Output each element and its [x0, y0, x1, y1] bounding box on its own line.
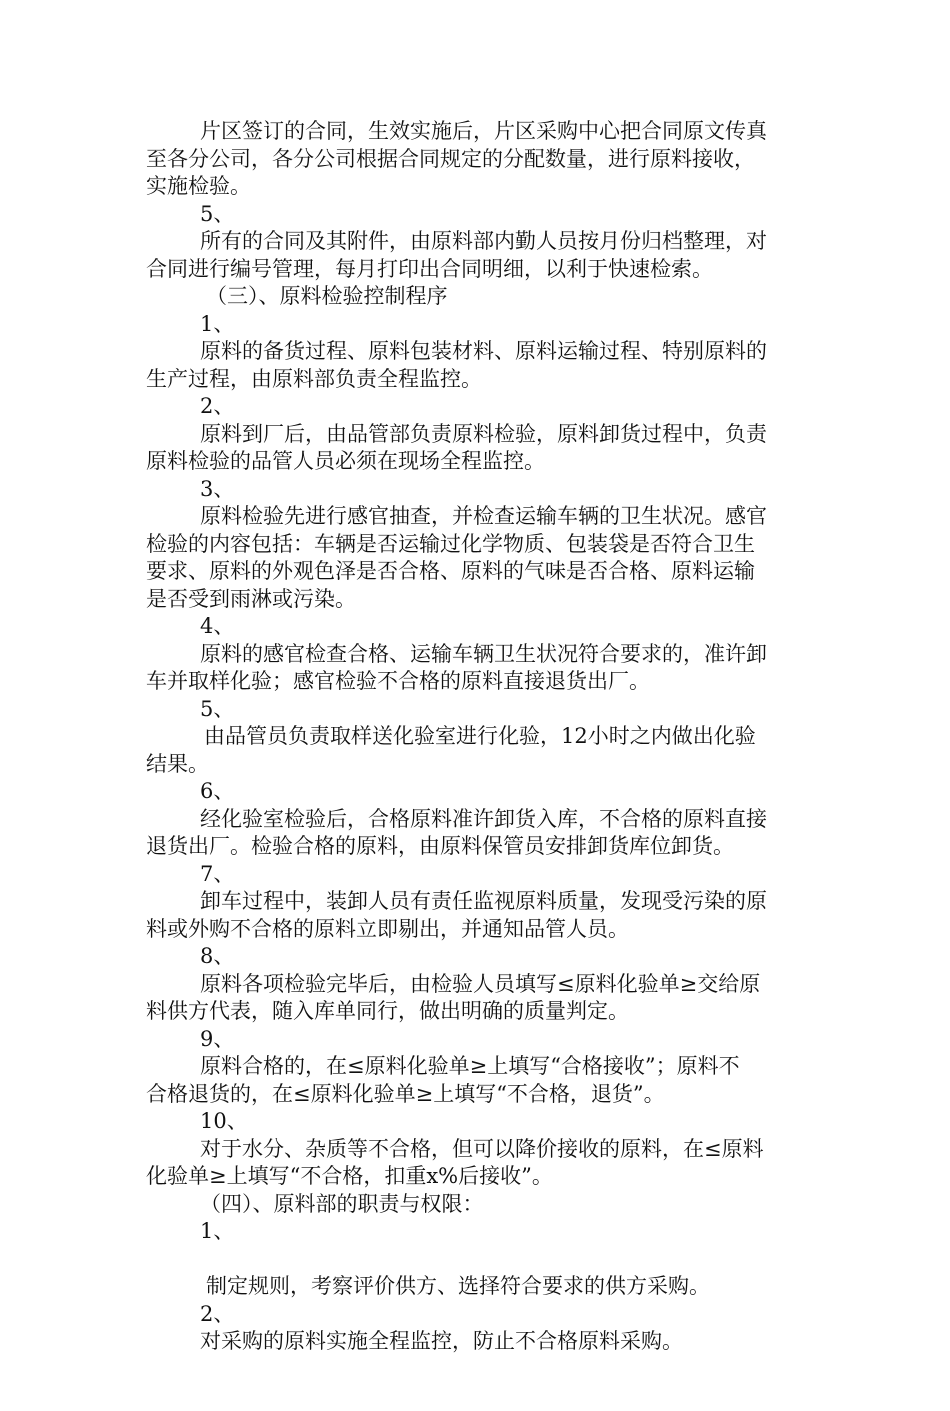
item-number: 3、 [200, 476, 235, 501]
text-line: 对于水分、杂质等不合格，但可以降价接收的原料，在≤原料 [200, 1136, 764, 1161]
text-line [146, 1246, 810, 1274]
text-line: 原料的感官检查合格、运输车辆卫生状况符合要求的，准许卸 [200, 641, 767, 666]
text-line: 对采购的原料实施全程监控，防止不合格原料采购。 [200, 1329, 683, 1353]
item-number: 8、 [200, 944, 235, 968]
paragraph-archive [146, 228, 810, 283]
text-line: 1、 [200, 1219, 235, 1243]
paragraph-item [146, 421, 810, 476]
text-line: 退货出厂。检验合格的原料，由原料保管员安排卸货库位卸货。 [146, 834, 734, 858]
text-line: 所有的合同及其附件，由原料部内勤人员按月份归档整理，对 [200, 229, 767, 253]
text-line: 由品管员负责取样送化验室进行化验，12小时之内做出化验 [204, 724, 756, 748]
paragraph-item [146, 971, 810, 1026]
paragraph-item [146, 641, 810, 696]
item-number: 5、 [200, 696, 235, 721]
paragraph-item [146, 888, 810, 943]
text-line: 原料的备货过程、原料包装材料、原料运输过程、特别原料的 [200, 339, 767, 363]
paragraph-item [146, 1136, 810, 1191]
text-line: 经化验室检验后，合格原料准许卸货入库，不合格的原料直接 [200, 806, 767, 831]
item-number: 4、 [200, 614, 235, 638]
text-line: 生产过程，由原料部负责全程监控。 [146, 366, 482, 391]
text-line: 片区签订的合同，生效实施后，片区采购中心把合同原文传真 [200, 119, 767, 143]
text-line: 至各分公司，各分公司根据合同规定的分配数量，进行原料接收， [146, 146, 755, 171]
item-number: 10、 [200, 1109, 248, 1133]
text-line: 化验单≥上填写“不合格，扣重x%后接收”。 [146, 1164, 553, 1188]
text-line: 卸车过程中，装卸人员有责任监视原料质量，发现受污染的原 [200, 889, 767, 913]
item-number [146, 1356, 810, 1384]
text-line: 结果。 [146, 751, 209, 776]
paragraph-item [146, 503, 810, 613]
item-number: 6、 [200, 779, 235, 803]
item-number: 9、 [200, 1026, 235, 1051]
text-line: 原料检验先进行感官抽查，并检查运输车辆的卫生状况。感官 [200, 504, 767, 528]
text-line: 原料检验的品管人员必须在现场全程监控。 [146, 449, 545, 473]
paragraph-item [146, 1053, 810, 1108]
item-number: 2、 [200, 394, 235, 418]
item-number: 1、 [200, 311, 235, 336]
section-heading: 制定规则，考察评价供方、选择符合要求的供方采购。 [206, 1274, 710, 1298]
text-line: 原料到厂后，由品管部负责原料检验，原料卸货过程中，负责 [200, 421, 767, 446]
text-line: 是否受到雨淋或污染。 [146, 586, 356, 611]
section-heading: （三）、原料检验控制程序 [206, 284, 448, 308]
item-number: 7、 [200, 861, 235, 886]
text-line: 原料合格的，在≤原料化验单≥上填写“合格接收”；原料不 [200, 1054, 740, 1078]
item-number: （四）、原料部的职责与权限： [200, 1191, 484, 1216]
text-line: 料或外购不合格的原料立即剔出，并通知品管人员。 [146, 916, 629, 941]
item-number: 2、 [200, 1301, 235, 1326]
text-line [146, 1383, 810, 1411]
paragraph-item [146, 338, 810, 393]
text-line: 要求、原料的外观色泽是否合格、原料的气味是否合格、原料运输 [146, 559, 755, 583]
text-line: 原料各项检验完毕后，由检验人员填写≤原料化验单≥交给原 [200, 971, 761, 996]
paragraph-contract-fax [146, 118, 810, 201]
text-line: 料供方代表，随入库单同行，做出明确的质量判定。 [146, 999, 629, 1023]
text-line: 实施检验。 [146, 174, 251, 198]
text-line: 合格退货的，在≤原料化验单≥上填写“不合格，退货”。 [146, 1081, 665, 1106]
text-line: 合同进行编号管理，每月打印出合同明细，以利于快速检索。 [146, 256, 713, 281]
text-line: 车并取样化验；感官检验不合格的原料直接退货出厂。 [146, 669, 650, 693]
document-body [146, 118, 810, 1411]
paragraph-item [146, 1218, 810, 1273]
item-number: 5、 [200, 201, 235, 226]
paragraph-item [146, 723, 810, 778]
paragraph-item [146, 806, 810, 861]
text-line: 检验的内容包括：车辆是否运输过化学物质、包装袋是否符合卫生 [146, 531, 755, 556]
